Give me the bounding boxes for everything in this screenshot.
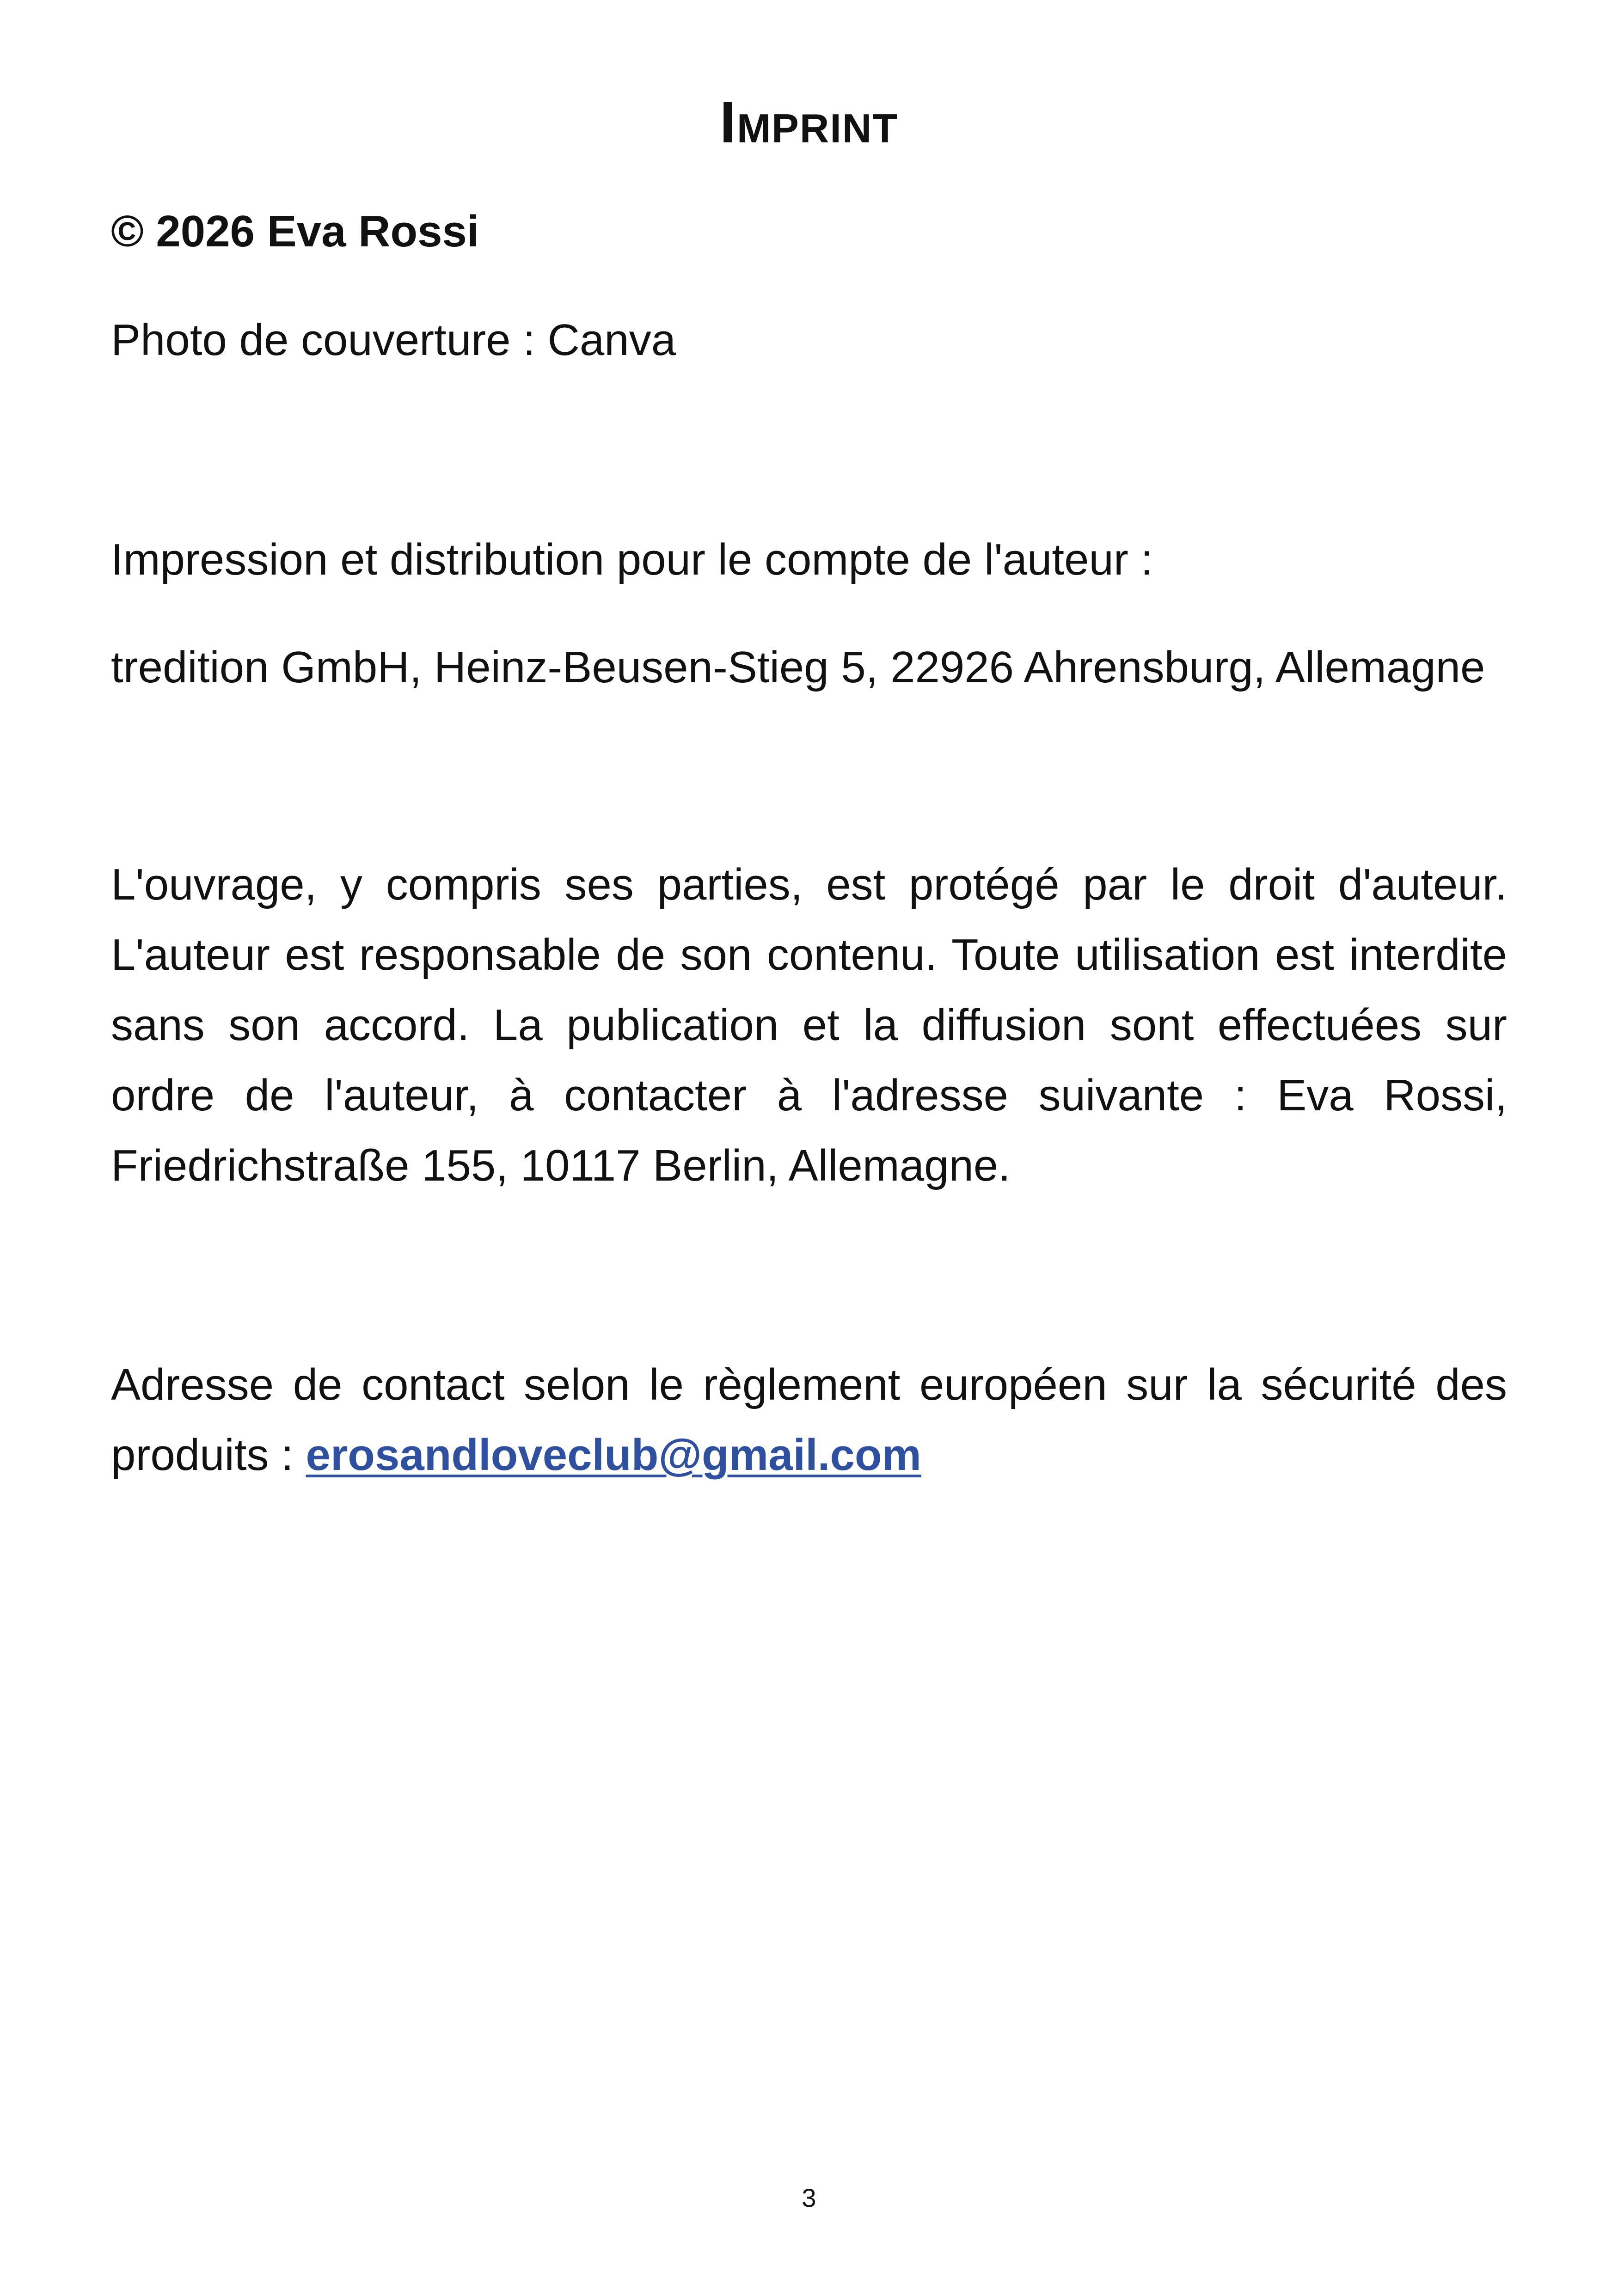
printer-address: tredition GmbH, Heinz-Beusen-Stieg 5, 22926 Ahrensburg, Allemagne xyxy=(111,643,1485,692)
cover-photo-credit: Photo de couverture : Canva xyxy=(111,315,676,365)
contact-email-link[interactable]: erosandloveclub@gmail.com xyxy=(306,1430,921,1480)
copyright-line: © 2026 Eva Rossi xyxy=(111,207,479,256)
page-title: Imprint xyxy=(719,90,899,155)
printing-distribution-label: Impression et distribution pour le compte de l'auteur : xyxy=(111,535,1153,584)
product-safety-label: Adresse de contact selon le règlement européen sur la sécurité des produits : xyxy=(111,1360,1507,1480)
product-safety-contact xyxy=(111,1350,1507,1490)
copyright-legal-notice: L'ouvrage, y compris ses parties, est protégé par le droit d'auteur. L'auteur est responsable de son contenu. Toute utilisation est interdite sans son accord. La publication et la diffusion sont effectuées sur ordre de l'auteur, à contacter à l'adresse suivante : Eva Rossi, Friedrichstraße 155, 10117 Berlin, Allemagne. xyxy=(111,860,1507,1190)
page-number: 3 xyxy=(802,2183,816,2212)
